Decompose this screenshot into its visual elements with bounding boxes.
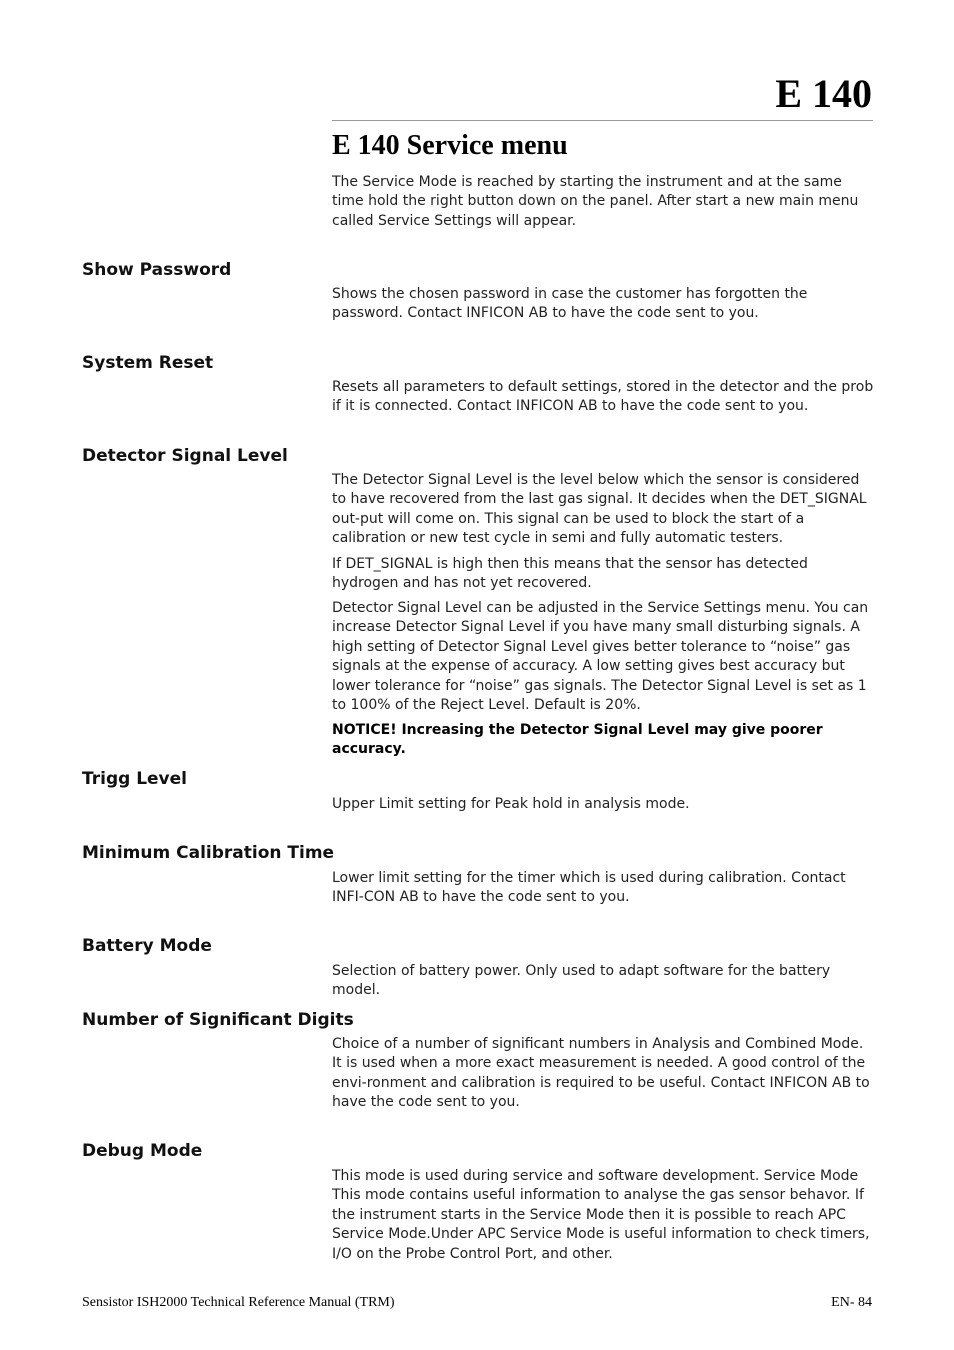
- heading-min-calibration-time: Minimum Calibration Time: [82, 843, 335, 863]
- battery-mode-text: Selection of battery power. Only used to adapt software for the battery model.: [332, 963, 831, 999]
- intro-paragraph: The Service Mode is reached by starting the instrument and at the same time hold the right button down on the panel. After start a new main menu called Service Settings will appear.: [332, 174, 859, 229]
- heading-trigg-level: Trigg Level: [82, 769, 187, 789]
- heading-significant-digits: Number of Significant Digits: [82, 1010, 354, 1030]
- heading-debug-mode: Debug Mode: [82, 1141, 203, 1161]
- chapter-title: E 140: [775, 71, 872, 116]
- notice-text: NOTICE! Increasing the Detector Signal Level may give poorer accuracy.: [332, 722, 823, 758]
- system-reset-text: Resets all parameters to default settings, stored in the detector and the prob if it is connected. Contact INFICON AB to have the code sent to you.: [332, 379, 874, 415]
- footer-manual-title: Sensistor ISH2000 Technical Reference Manual (TRM): [82, 1295, 395, 1310]
- detector-signal-level-p1: The Detector Signal Level is the level below which the sensor is considered to have recovered from the last gas signal. It decides when the DET_SIGNAL out-put will come on. This signal can be used to block the start of a calibration or new test cycle in semi and fully automatic testers.: [332, 472, 867, 547]
- heading-detector-signal-level: Detector Signal Level: [82, 446, 288, 466]
- trigg-level-text: Upper Limit setting for Peak hold in analysis mode.: [332, 796, 690, 812]
- header-divider: [332, 120, 873, 121]
- heading-battery-mode: Battery Mode: [82, 936, 212, 956]
- min-calibration-time-text: Lower limit setting for the timer which is used during calibration. Contact INFI-CON AB to have the code sent to you.: [332, 870, 846, 906]
- detector-signal-level-p3: Detector Signal Level can be adjusted in the Service Settings menu. You can increase Detector Signal Level if you have many small disturbing signals. A high setting of Detector Signal Level gives better tolerance to “noise” gas signals at the expense of accuracy. A low setting gives best accuracy but lower tolerance for “noise” gas signals. The Detector Signal Level is set as 1 to 100% of the Reject Level. Default is 20%.: [332, 600, 869, 714]
- heading-system-reset: System Reset: [82, 353, 214, 373]
- detector-signal-level-p2: If DET_SIGNAL is high then this means that the sensor has detected hydrogen and has not yet recovered.: [332, 556, 808, 592]
- footer-page-number: EN- 84: [831, 1295, 872, 1310]
- significant-digits-text: Choice of a number of significant numbers in Analysis and Combined Mode. It is used when a more exact measurement is needed. A good control of the envi-ronment and calibration is required to be useful. Contact INFICON AB to have the code sent to you.: [332, 1036, 870, 1111]
- heading-show-password: Show Password: [82, 260, 232, 280]
- section-title: E 140 Service menu: [332, 130, 568, 161]
- show-password-text: Shows the chosen password in case the customer has forgotten the password. Contact INFICON AB to have the code sent to you.: [332, 286, 808, 322]
- debug-mode-text: This mode is used during service and software development. Service Mode This mode contains useful information to analyse the gas sensor behavor. If the instrument starts in the Service Mode then it is possible to reach APC Service Mode.Under APC Service Mode is useful information to check timers, I/O on the Probe Control Port, and other.: [332, 1168, 870, 1262]
